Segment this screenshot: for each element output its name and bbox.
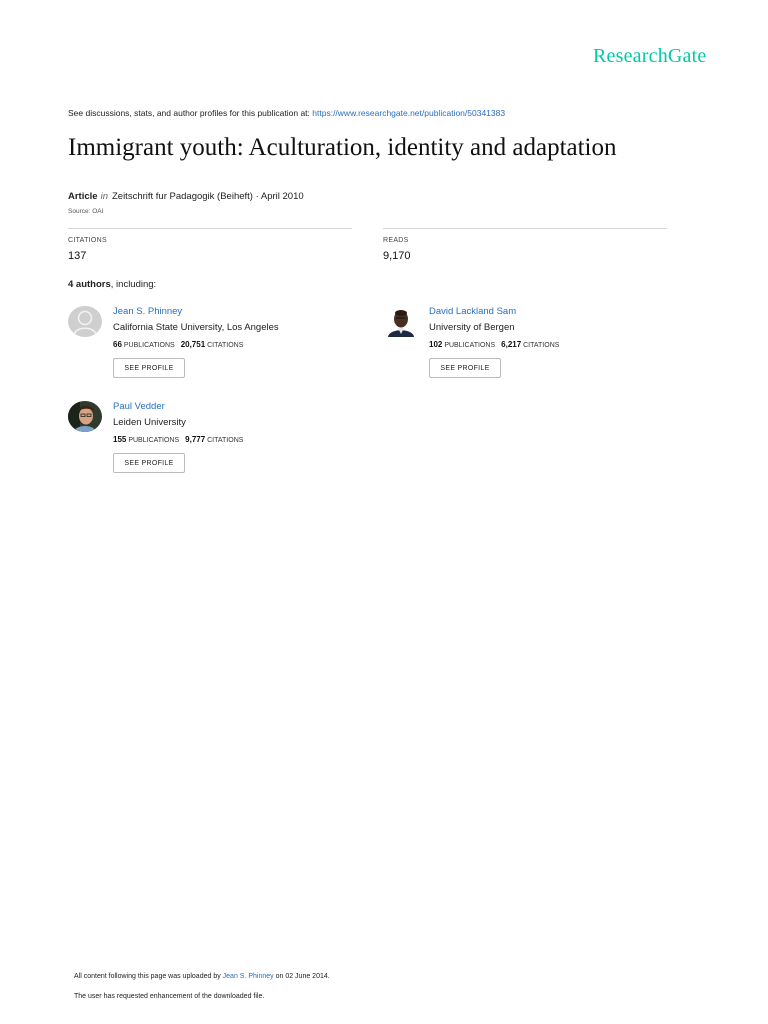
author-publications-count: 102 [429, 340, 443, 349]
publication-title: Immigrant youth: Aculturation, identity and adaptation [68, 134, 617, 161]
publication-meta [68, 191, 304, 202]
publication-in-label: in [100, 191, 108, 202]
author-publications-label: PUBLICATIONS [123, 342, 175, 349]
author-publications-label: PUBLICATIONS [128, 437, 180, 444]
citations-divider [68, 228, 352, 229]
author-photo-icon[interactable] [68, 401, 102, 432]
author-publications-label: PUBLICATIONS [444, 342, 496, 349]
author-name[interactable]: Paul Vedder [113, 401, 165, 412]
author-stats [113, 340, 243, 349]
enhancement-note: The user has requested enhancement of the downloaded file. [74, 993, 265, 1000]
author-citations-count: 20,751 [180, 340, 206, 349]
reads-value: 9,170 [383, 250, 411, 262]
upload-note [74, 973, 330, 980]
author-photo-icon[interactable] [384, 306, 418, 337]
upload-suffix: on 02 June 2014. [273, 973, 330, 980]
see-profile-button[interactable]: SEE PROFILE [113, 453, 185, 473]
discussion-text: See discussions, stats, and author profiles for this publication at: [68, 108, 313, 118]
publication-venue-date[interactable]: Zeitschrift fur Padagogik (Beiheft) · April 2010 [111, 191, 304, 202]
authors-count: 4 authors [68, 279, 111, 290]
citations-label: CITATIONS [68, 237, 107, 244]
discussion-line [68, 108, 505, 118]
reads-divider [383, 228, 667, 229]
author-card-vedder [68, 401, 368, 491]
publication-kind: Article [68, 191, 98, 202]
publication-source: Source: OAI [68, 208, 104, 215]
see-profile-button[interactable]: SEE PROFILE [113, 358, 185, 378]
author-institution: California State University, Los Angeles [113, 322, 279, 333]
author-name[interactable]: Jean S. Phinney [113, 306, 183, 317]
author-citations-label: CITATIONS [207, 437, 244, 444]
author-name[interactable]: David Lackland Sam [429, 306, 517, 317]
authors-summary [68, 279, 156, 290]
upload-prefix: All content following this page was uploaded by [74, 973, 223, 980]
reads-label: READS [383, 237, 409, 244]
author-card-phinney [68, 306, 368, 396]
authors-suffix: , including: [110, 279, 157, 290]
publication-link[interactable]: https://www.researchgate.net/publication/50341383 [312, 108, 506, 118]
author-card-sam [384, 306, 684, 396]
author-stats [113, 435, 243, 444]
placeholder-person-icon[interactable] [68, 306, 102, 337]
author-citations-label: CITATIONS [207, 342, 244, 349]
uploader-link[interactable]: Jean S. Phinney [222, 973, 274, 980]
author-institution: Leiden University [113, 417, 186, 428]
author-citations-count: 9,777 [185, 435, 206, 444]
author-publications-count: 66 [113, 340, 122, 349]
author-stats [429, 340, 559, 349]
author-citations-label: CITATIONS [523, 342, 560, 349]
author-publications-count: 155 [113, 435, 127, 444]
author-institution: University of Bergen [429, 322, 515, 333]
see-profile-button[interactable]: SEE PROFILE [429, 358, 501, 378]
citations-value: 137 [68, 250, 87, 262]
author-citations-count: 6,217 [501, 340, 522, 349]
researchgate-logo[interactable]: ResearchGate [593, 45, 707, 67]
